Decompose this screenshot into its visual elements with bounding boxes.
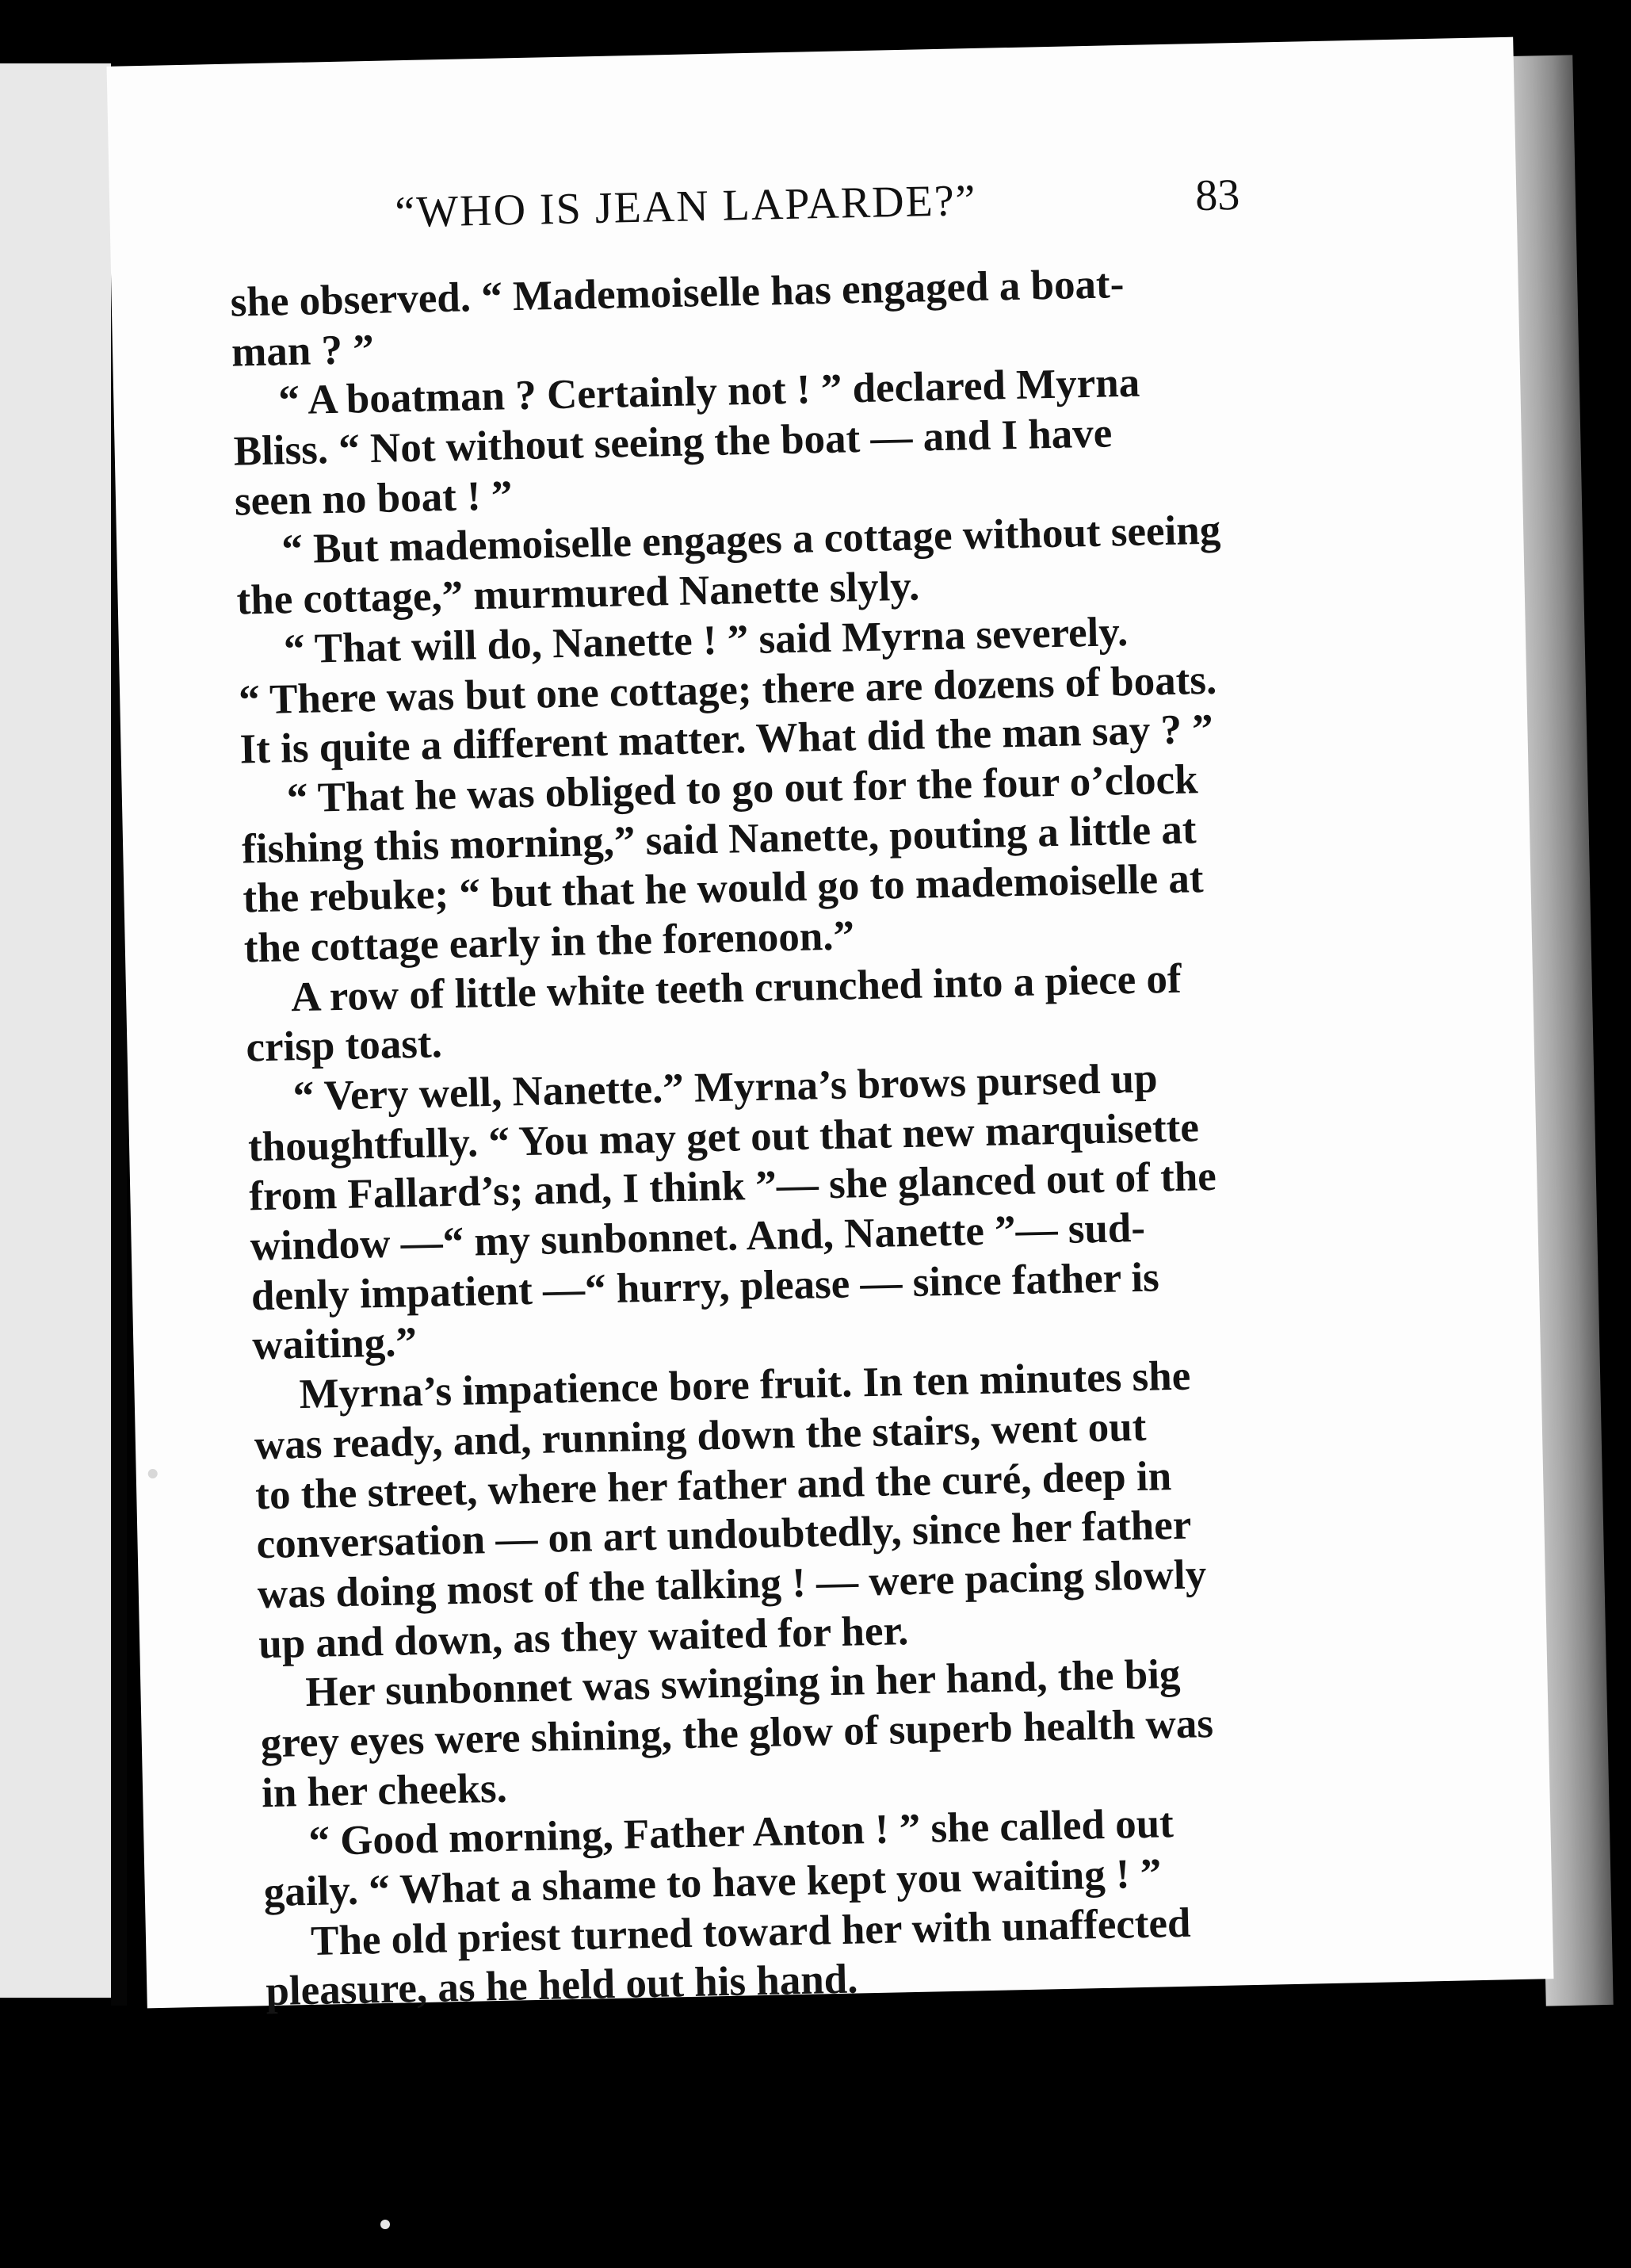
text-line: Myrna’s impatience bore fruit. In ten minutes she xyxy=(299,1352,1191,1418)
text-line: denly impatient —“ hurry, please — since father is xyxy=(250,1254,1160,1320)
text-line: the rebuke; “ but that he would go to mademoiselle at xyxy=(242,855,1205,922)
running-head-title: “WHO IS JEAN LAPARDE?” xyxy=(394,175,978,238)
text-line: conversation — on art undoubtedly, since her father xyxy=(256,1501,1192,1568)
text-line: “ A boatman ? Certainly not ! ” declared Myrna xyxy=(277,360,1140,424)
text-line: Bliss. “ Not without seeing the boat — and I have xyxy=(233,410,1113,475)
text-line: seen no boat ! ” xyxy=(234,472,513,525)
text-line: she observed. “ Mademoiselle has engaged a boat- xyxy=(230,261,1125,326)
text-line: gaily. “ What a shame to have kept you waiting ! ” xyxy=(263,1850,1162,1916)
page-number: 83 xyxy=(1194,170,1240,221)
text-line: “ That he was obliged to go out for the four o’clock xyxy=(286,756,1199,822)
text-line: window —“ my sunbonnet. And, Nanette ”— sud- xyxy=(250,1204,1146,1270)
facing-page-edge xyxy=(0,63,111,1998)
text-line: crisp toast. xyxy=(245,1020,443,1071)
running-head xyxy=(109,164,1517,257)
scan-speck xyxy=(380,2220,390,2229)
text-line: the cottage early in the forenoon.” xyxy=(243,912,855,972)
text-line: the cottage,” murmured Nanette slyly. xyxy=(236,563,920,624)
text-line: waiting.” xyxy=(251,1319,418,1369)
text-line: fishing this morning,” said Nanette, pouting a little at xyxy=(241,805,1197,873)
text-line: from Fallard’s; and, I think ”— she glanced out of the xyxy=(248,1153,1217,1220)
text-line: “ That will do, Nanette ! ” said Myrna severely. xyxy=(283,608,1129,673)
text-line: grey eyes were shining, the glow of superb health was xyxy=(260,1700,1214,1767)
text-line: to the street, where her father and the curé, deep in xyxy=(254,1452,1172,1518)
text-line: “ Very well, Nanette.” Myrna’s brows pursed up xyxy=(292,1055,1159,1120)
body-text xyxy=(230,255,1360,2017)
text-line: up and down, as they waited for her. xyxy=(258,1607,909,1667)
text-line: Her sunbonnet was swinging in her hand, the big xyxy=(304,1651,1181,1716)
text-line: “ Good morning, Father Anton ! ” she called out xyxy=(307,1800,1175,1865)
text-line: was doing most of the talking ! — were pacing slowly xyxy=(257,1551,1207,1618)
text-line: The old priest turned toward her with unaffected xyxy=(310,1899,1192,1964)
text-line: A row of little white teeth crunched into a piece of xyxy=(290,955,1182,1020)
text-line: pleasure, as he held out his hand. xyxy=(265,1956,859,2015)
print-speck xyxy=(148,1469,158,1478)
text-line: man ? ” xyxy=(231,326,375,376)
text-line: “ But mademoiselle engages a cottage without seeing xyxy=(281,507,1221,573)
text-line: “ There was but one cottage; there are dozens of boats. xyxy=(238,656,1217,724)
book-page xyxy=(107,37,1554,2015)
text-line: was ready, and, running down the stairs, went out xyxy=(254,1403,1147,1469)
text-line: thoughtfully. “ You may get out that new marquisette xyxy=(247,1103,1200,1171)
text-line: It is quite a different matter. What did the man say ? ” xyxy=(239,706,1214,773)
text-line: in her cheeks. xyxy=(261,1765,508,1816)
